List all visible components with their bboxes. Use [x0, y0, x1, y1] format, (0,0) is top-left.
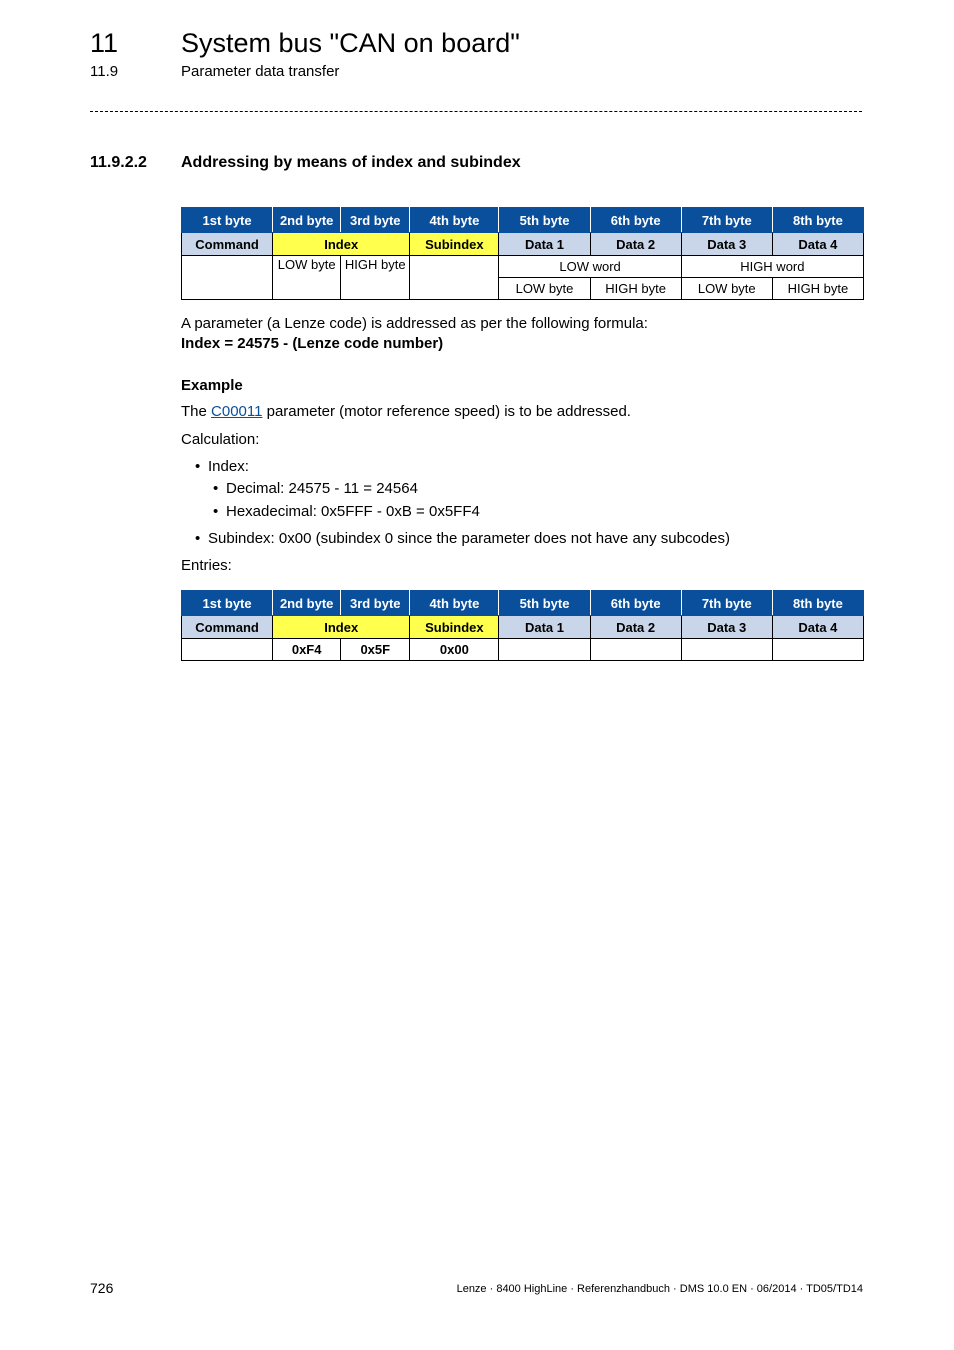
- subsection-title: Addressing by means of index and subindex: [181, 154, 521, 171]
- list-item-text: Decimal: 24575 - 11 = 24564: [226, 480, 418, 497]
- value-cell: [772, 639, 863, 661]
- table-header-row: [182, 208, 864, 233]
- empty-cell: [410, 256, 499, 300]
- role-data-2: Data 2: [590, 233, 681, 256]
- list-item: [195, 530, 730, 547]
- table-role-row: [182, 616, 864, 639]
- entries-table: [181, 590, 864, 661]
- bullet-glyph: •: [195, 458, 201, 475]
- value-cell: [182, 639, 273, 661]
- role-data-2: Data 2: [590, 616, 681, 639]
- header-cell: 5th byte: [499, 208, 590, 233]
- role-data-4: Data 4: [772, 616, 863, 639]
- example-sentence: [181, 403, 631, 420]
- header-cell: 3rd byte: [341, 208, 410, 233]
- low-word: LOW word: [499, 256, 681, 278]
- header-cell: 8th byte: [772, 591, 863, 616]
- role-data-3: Data 3: [681, 616, 772, 639]
- data-byte-cell: LOW byte: [499, 278, 590, 300]
- subsection-number: 11.9.2.2: [90, 154, 147, 171]
- role-index: Index: [273, 616, 410, 639]
- chapter-number: 11: [90, 28, 119, 58]
- example-heading: Example: [181, 377, 243, 394]
- value-cell: [681, 639, 772, 661]
- empty-cell: [182, 256, 273, 300]
- role-data-4: Data 4: [772, 233, 863, 256]
- footer-text: Lenze · 8400 HighLine · Referenzhandbuch · DMS 10.0 EN · 06/2014 · TD05/TD14: [456, 1283, 863, 1295]
- list-item-text: Hexadecimal: 0x5FFF - 0xB = 0x5FF4: [226, 503, 480, 520]
- role-command: Command: [182, 233, 273, 256]
- role-command: Command: [182, 616, 273, 639]
- data-byte-cell: HIGH byte: [590, 278, 681, 300]
- example-text-pre: The: [181, 403, 212, 420]
- byte-layout-table: [181, 207, 864, 300]
- value-cell: 0x5F: [341, 639, 410, 661]
- header-cell: 5th byte: [499, 591, 590, 616]
- value-cell: [590, 639, 681, 661]
- role-index: Index: [273, 233, 410, 256]
- formula-intro: A parameter (a Lenze code) is addressed as per the following formula:: [181, 315, 648, 332]
- section-number: 11.9: [90, 63, 119, 80]
- header-cell: 6th byte: [590, 591, 681, 616]
- bullet-glyph: •: [195, 530, 201, 547]
- calculation-label: Calculation:: [181, 431, 260, 448]
- header-cell: 6th byte: [590, 208, 681, 233]
- table-row: [182, 256, 864, 278]
- table-row: [182, 639, 864, 661]
- index-low-byte: LOW byte: [273, 256, 341, 300]
- section-title: Parameter data transfer: [181, 63, 340, 80]
- list-item: [213, 503, 480, 520]
- bullet-glyph: •: [213, 503, 219, 520]
- data-byte-cell: HIGH byte: [772, 278, 863, 300]
- data-byte-cell: LOW byte: [681, 278, 772, 300]
- header-cell: 2nd byte: [273, 591, 341, 616]
- header-cell: 3rd byte: [341, 591, 410, 616]
- chapter-title: System bus "CAN on board": [181, 28, 520, 58]
- table-role-row: [182, 233, 864, 256]
- header-cell: 1st byte: [182, 208, 273, 233]
- list-item: [213, 480, 418, 497]
- table-header-row: [182, 591, 864, 616]
- role-data-1: Data 1: [499, 233, 590, 256]
- formula: Index = 24575 - (Lenze code number): [181, 335, 444, 352]
- header-cell: 2nd byte: [273, 208, 341, 233]
- list-item-text: Index:: [208, 458, 249, 475]
- list-item: [195, 458, 249, 475]
- index-high-byte: HIGH byte: [341, 256, 410, 300]
- value-cell: 0x00: [410, 639, 499, 661]
- role-subindex: Subindex: [410, 233, 499, 256]
- entries-label: Entries:: [181, 557, 232, 574]
- role-data-3: Data 3: [681, 233, 772, 256]
- header-cell: 7th byte: [681, 591, 772, 616]
- value-cell: [499, 639, 590, 661]
- header-divider: [90, 111, 862, 112]
- header-cell: 8th byte: [772, 208, 863, 233]
- value-cell: 0xF4: [273, 639, 341, 661]
- parameter-link[interactable]: C00011: [211, 403, 263, 420]
- example-text-post: parameter (motor reference speed) is to be addressed.: [262, 403, 631, 420]
- list-item-text: Subindex: 0x00 (subindex 0 since the parameter does not have any subcodes): [208, 530, 730, 547]
- page-number: 726: [90, 1280, 114, 1296]
- header-cell: 4th byte: [410, 591, 499, 616]
- role-data-1: Data 1: [499, 616, 590, 639]
- header-cell: 7th byte: [681, 208, 772, 233]
- role-subindex: Subindex: [410, 616, 499, 639]
- high-word: HIGH word: [681, 256, 863, 278]
- header-cell: 4th byte: [410, 208, 499, 233]
- bullet-glyph: •: [213, 480, 219, 497]
- header-cell: 1st byte: [182, 591, 273, 616]
